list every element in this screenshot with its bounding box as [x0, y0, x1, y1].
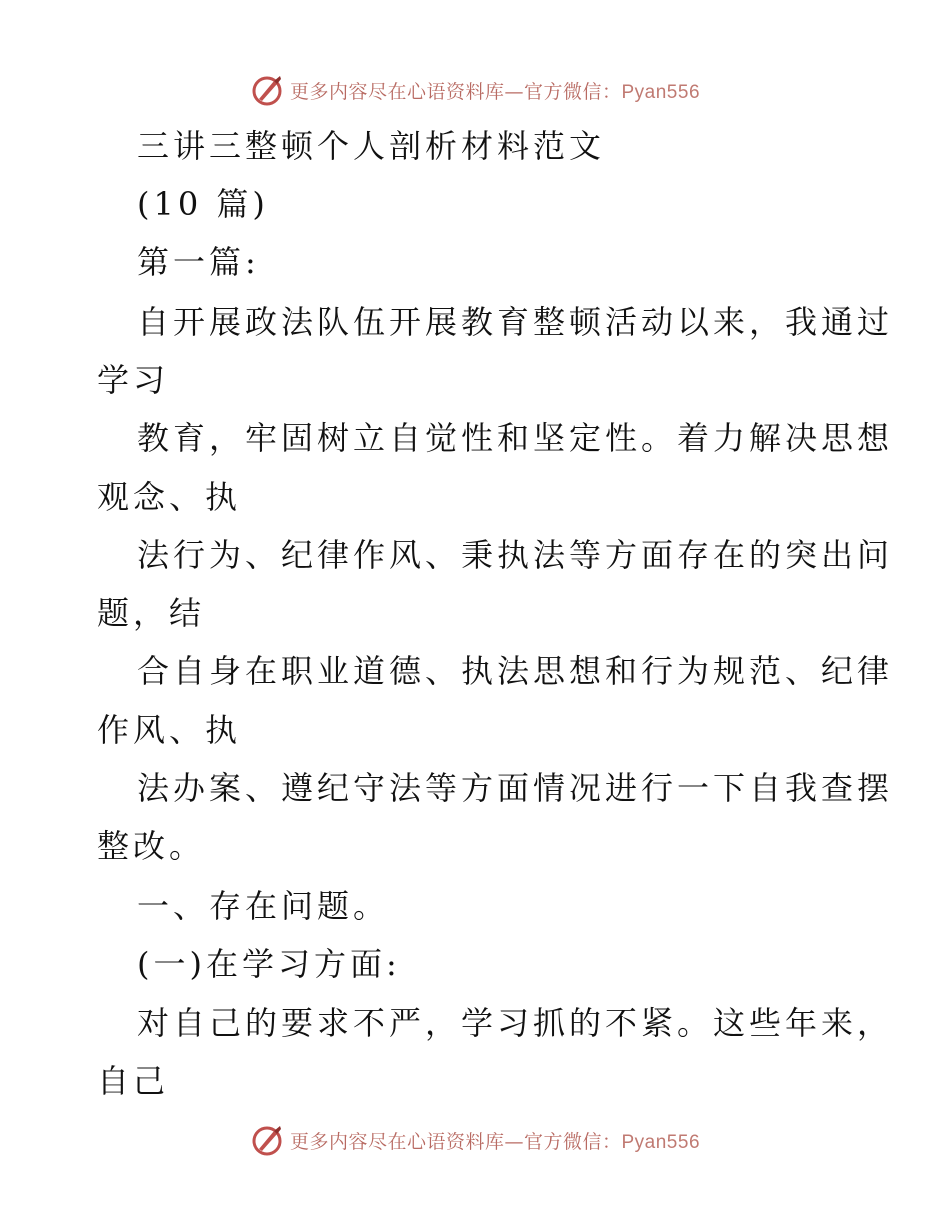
- section-heading: 第一篇:: [137, 243, 260, 281]
- section-subheading: 一、存在问题。: [137, 887, 390, 925]
- paragraph-line: 整改。: [97, 827, 206, 865]
- paragraph-line: 对自己的要求不严，学习抓的不紧。这些年来，: [137, 1004, 894, 1042]
- wechat-id: Pyan556: [621, 81, 701, 103]
- wechat-id: Pyan556: [621, 1131, 701, 1153]
- paragraph-line: 自开展政法队伍开展教育整顿活动以来，我通过: [137, 303, 894, 341]
- paragraph-line: 合自身在职业道德、执法思想和行为规范、纪律: [137, 652, 894, 690]
- watermark-banner-bottom: [0, 1120, 950, 1160]
- document-subtitle: (10 篇): [137, 185, 269, 223]
- section-subheading: (一)在学习方面:: [137, 945, 401, 983]
- watermark-text: 更多内容尽在心语资料库—官方微信：Pyan556: [289, 1130, 701, 1153]
- paragraph-line: 教育，牢固树立自觉性和坚定性。着力解决思想: [137, 419, 894, 457]
- quill-logo-icon: [250, 1123, 284, 1157]
- paragraph-line: 观念、执: [97, 478, 242, 516]
- paragraph-line: 题，结: [97, 594, 206, 632]
- watermark-text: 更多内容尽在心语资料库—官方微信：Pyan556: [289, 80, 701, 103]
- paragraph-line: 法行为、纪律作风、秉执法等方面存在的突出问: [137, 536, 894, 574]
- paragraph-line: 法办案、遵纪守法等方面情况进行一下自我查摆: [137, 769, 894, 807]
- paragraph-line: 作风、执: [97, 711, 242, 749]
- paragraph-line: 自己: [97, 1062, 170, 1100]
- document-title: 三讲三整顿个人剖析材料范文: [137, 127, 606, 165]
- paragraph-line: 学习: [97, 361, 170, 399]
